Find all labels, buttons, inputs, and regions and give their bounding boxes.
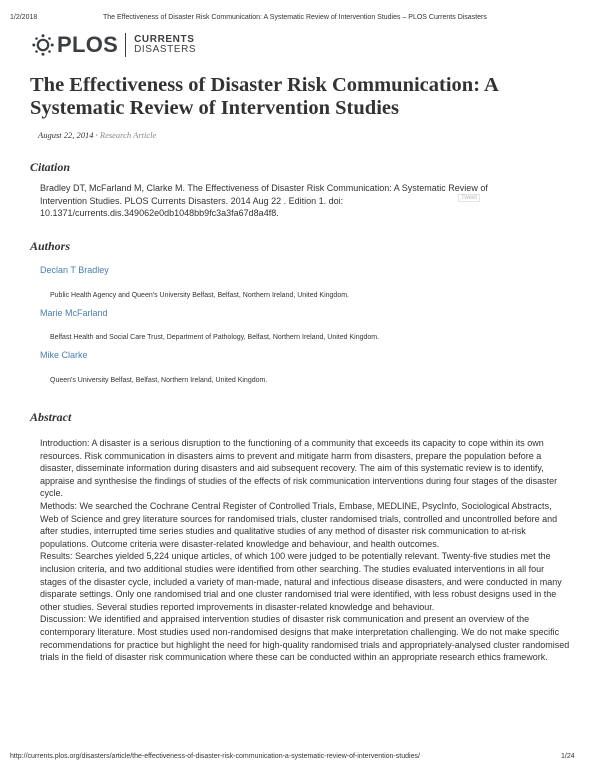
authors-heading: Authors xyxy=(30,239,71,253)
logo-line2: DISASTERS xyxy=(134,44,197,55)
print-title: The Effectiveness of Disaster Risk Communication: A Systematic Review of Intervention Studies – PLOS Currents Disasters xyxy=(103,14,487,21)
abstract-results: Results: Searches yielded 5,224 unique articles, of which 100 were judged to be potentially relevant. Twenty-five studies met the inclusion criteria, and two additional studies were identified from other searching. The studies evaluated interventions in all four stages of the disaster cycle, included a variety of man-made, natural and infectious disease disasters, and were conducted in many disparate settings. Only one randomised trial and one cluster randomised trial were identified, with less robust designs used in the other studies. Several studies reported improvements in disaster-related knowledge and behaviour. xyxy=(40,551,562,612)
abstract-introduction: Introduction: A disaster is a serious disruption to the functioning of a community that exceeds its capacity to cope within its own resources. Risk communication in disasters aims to prevent and mitigate harm from disasters, prepare the population before a disaster, disseminate information during disasters and aid subsequent recovery. The aim of this systematic review is to identify, appraise and synthesise the findings of studies of the effects of risk communication interventions during four stages of the disaster cycle. xyxy=(40,438,558,499)
author-affiliation: Belfast Health and Social Care Trust, Department of Pathology, Belfast, Northern Ireland, United Kingdom. xyxy=(50,334,380,341)
abstract-body xyxy=(40,437,570,664)
logo-brand: PLOS xyxy=(57,32,119,57)
abstract-heading: Abstract xyxy=(30,410,72,424)
tweet-button[interactable]: Tweet xyxy=(458,194,480,202)
article-meta xyxy=(38,130,156,140)
author-affiliation: Public Health Agency and Queen's University Belfast, Belfast, Northern Ireland, United Kingdom. xyxy=(50,292,349,299)
citation-heading: Citation xyxy=(30,160,71,174)
author-link[interactable]: Mike Clarke xyxy=(40,350,88,360)
abstract-methods: Methods: We searched the Cochrane Central Register of Controlled Trials, Embase, MEDLINE, PsycInfo, Sociological Abstracts, Web of Science and grey literature sources for randomised trials, cluster randomised trials, controlled and uncontrolled before and after studies, interrupted time series studies and qualitative studies of any method of disaster risk communication to at-risk populations. Outcome criteria were disaster-related knowledge and behaviour, and health outcomes. xyxy=(40,500,558,549)
article-type: Research Article xyxy=(99,130,157,140)
author-affiliation: Queen's University Belfast, Belfast, Northern Ireland, United Kingdom. xyxy=(50,377,268,384)
logo-subtitle xyxy=(134,35,196,55)
print-page-number: 1/24 xyxy=(561,753,575,760)
logo-divider xyxy=(125,33,126,57)
plos-logo-icon xyxy=(32,34,54,56)
author-link[interactable]: Marie McFarland xyxy=(40,308,108,318)
author-link[interactable]: Declan T Bradley xyxy=(40,265,109,275)
citation-text: Bradley DT, McFarland M, Clarke M. The Effectiveness of Disaster Risk Communication: A Systematic Review of Intervention Studies. PLOS Currents Disasters. 2014 Aug 22 . Edition 1. doi: 10.1371/currents.dis.349062e0db1048bb9fc3a3fa67d8a4f8. xyxy=(40,183,488,218)
article-title: The Effectiveness of Disaster Risk Communication: A Systematic Review of Intervention Studies xyxy=(30,74,498,119)
print-url: http://currents.plos.org/disasters/article/the-effectiveness-of-disaster-risk-communication-a-systematic-review-of-intervention-studies/ xyxy=(10,753,420,760)
print-date: 1/2/2018 xyxy=(10,14,38,21)
abstract-discussion: Discussion: We identified and appraised intervention studies of disaster risk communication and present an overview of the contemporary literature. Most studies used non-randomised designs that make interpretation challenging. We do not make specific recommendations for practice but highlight the need for high-quality randomised trials and appropriately-analysed cluster randomised trials in the field of disaster risk communication where these can be conducted within an appropriate research ethics framework. xyxy=(40,614,570,663)
logo-line1: CURRENTS xyxy=(134,34,195,45)
article-date: August 22, 2014 xyxy=(38,130,94,140)
plos-currents-logo[interactable] xyxy=(32,30,196,60)
meta-separator: · xyxy=(93,130,100,140)
